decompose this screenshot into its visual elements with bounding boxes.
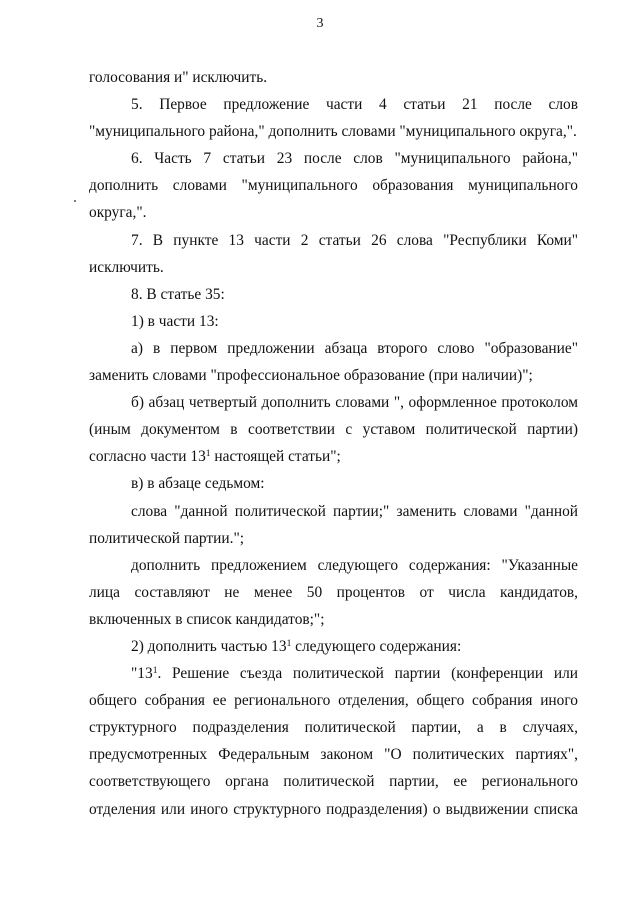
document-body xyxy=(89,64,578,823)
paragraph-item-8: 8. В статье 35: xyxy=(131,285,225,303)
paragraph-replace-words: слова "данной политической партии;" заменить словами "данной политической партии."; xyxy=(89,502,578,547)
paragraph-subitem-v: в) в абзаце седьмом: xyxy=(131,475,265,493)
text-segment: следующего содержания: xyxy=(291,637,462,655)
paragraph-subitem-1: 1) в части 13: xyxy=(131,312,219,330)
paragraph-part-13-1 xyxy=(89,660,578,823)
paragraph-add-sentence: дополнить предложением следующего содержания: "Указанные лица составляют не менее 50 процентов от числа кандидатов, включенных в список кандидатов;"; xyxy=(89,556,578,628)
page-number: 3 xyxy=(316,16,324,31)
text-segment: 2) дополнить частью 13 xyxy=(131,637,287,655)
superscript: 1 xyxy=(205,448,211,460)
scan-speck xyxy=(74,200,76,202)
text-segment: настоящей статьи"; xyxy=(210,448,341,466)
text-segment: . Решение съезда политической партии (конференции или общего собрания ее регионального отделения, общего собрания иного структурного подразделения политической партии, а в случаях, предусмотренных Федеральным законом "О политических партиях", соответствующего органа политической партии, ее регионального отделения или иного структурного подразделения) о выдвижении списка xyxy=(89,665,578,818)
paragraph-continuation: голосования и" исключить. xyxy=(89,69,268,86)
paragraph-subitem-2 xyxy=(89,633,578,660)
superscript: 1 xyxy=(152,664,158,676)
superscript: 1 xyxy=(286,637,292,649)
paragraph-item-5: 5. Первое предложение части 4 статьи 21 после слов "муниципального района," дополнить словами "муниципального округа,". xyxy=(89,96,578,141)
paragraph-item-6: 6. Часть 7 статьи 23 после слов "муниципального района," дополнить словами "муниципального образования муниципального округа,". xyxy=(89,150,578,222)
paragraph-subitem-b xyxy=(89,389,578,470)
text-segment: "13 xyxy=(131,665,153,683)
paragraph-subitem-a: а) в первом предложении абзаца второго слово "образование" заменить словами "профессиональное образование (при наличии)"; xyxy=(89,339,578,385)
paragraph-item-7: 7. В пункте 13 части 2 статьи 26 слова "Республики Коми" исключить. xyxy=(89,231,578,276)
text-segment: б) абзац четвертый дополнить словами ", оформленное протоколом (иным документом в соответствии с уставом политической партии) согласно части 13 xyxy=(89,394,578,466)
